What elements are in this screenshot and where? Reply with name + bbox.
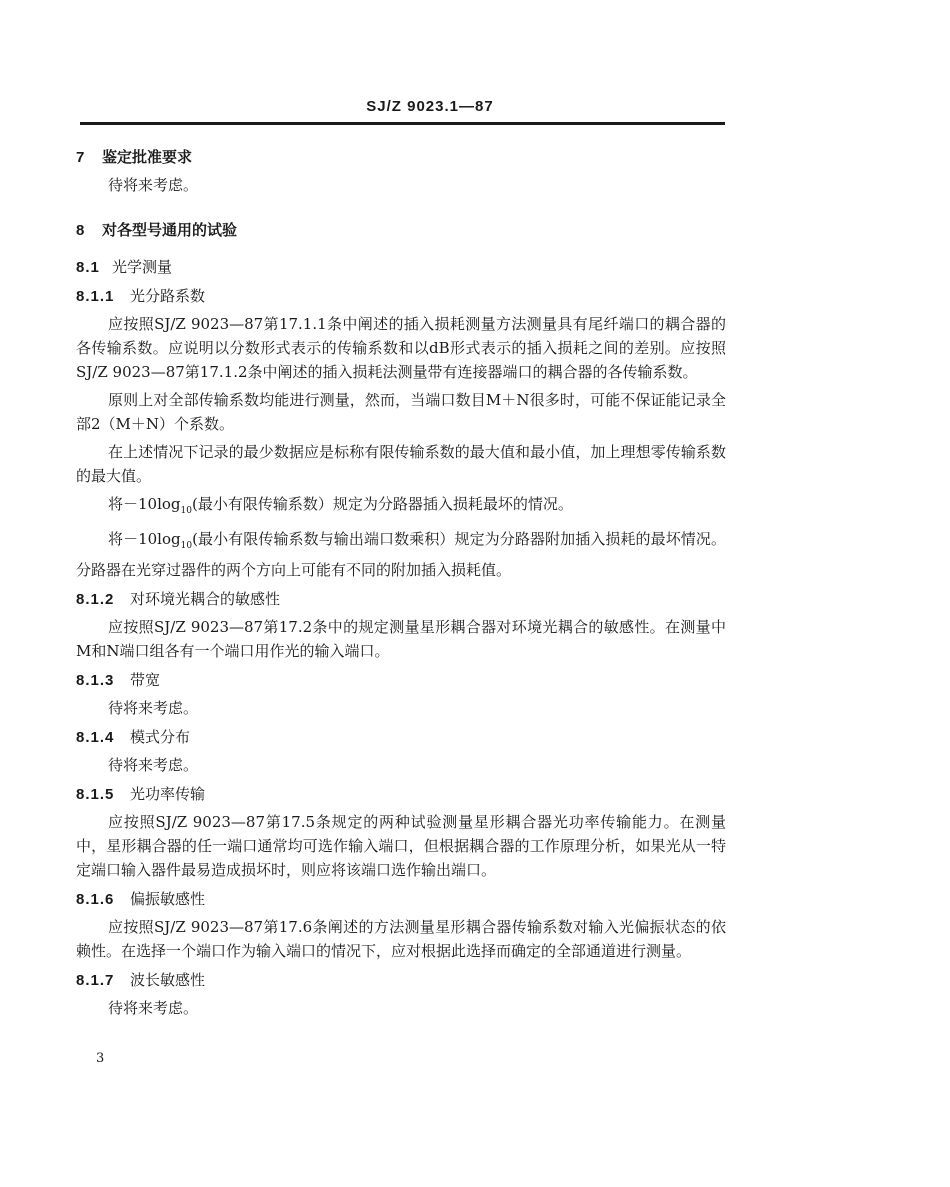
section-8-1-1-para-2: 原则上对全部传输系数均能进行测量，然而，当端口数目M＋N很多时，可能不保证能记录全部2（M＋N）个系数。 <box>76 391 726 433</box>
section-number: 8.1.7 <box>76 972 115 989</box>
subscript: 10 <box>180 506 192 516</box>
section-title: 偏振敏感性 <box>130 890 206 908</box>
text-run: 将－10log <box>108 530 181 548</box>
section-title: 带宽 <box>130 671 161 689</box>
section-8-heading <box>76 217 726 244</box>
section-number: 8.1.3 <box>76 672 115 689</box>
section-8-1-1-para-5 <box>76 525 726 584</box>
section-title: 模式分布 <box>130 728 191 746</box>
subscript: 10 <box>180 541 193 551</box>
section-number: 8.1.4 <box>76 729 115 746</box>
section-number: 8.1.1 <box>76 288 115 305</box>
section-8-1-6-para-1: 应按照SJ/Z 9023—87第17.6条阐述的方法测量星形耦合器传输系数对输入光偏振状态的依赖性。在选择一个端口作为输入端口的情况下，应对根据此选择而确定的全部通道进行测量。 <box>76 918 726 960</box>
section-7-body: 待将来考虑。 <box>108 176 199 194</box>
section-8-1-1-para-4 <box>76 490 726 525</box>
text-run: 将－10log <box>108 495 181 513</box>
section-7-heading <box>76 144 726 171</box>
section-8-1-heading <box>76 254 726 281</box>
section-title: 对环境光耦合的敏感性 <box>130 590 281 608</box>
section-8-1-1-para-1: 应按照SJ/Z 9023—87第17.1.1条中阐述的插入损耗测量方法测量具有尾纤端口的耦合器的各传输系数。应说明以分数形式表示的传输系数和以dB形式表示的插入损耗之间的差别。应按照SJ/Z 9023—87第17.1.2条中阐述的插入损耗法测量带有连接器端口的耦合器的各传输系数。 <box>76 315 726 381</box>
page-number: 3 <box>96 1051 105 1066</box>
section-number: 8.1.5 <box>76 786 115 803</box>
section-title: 光学测量 <box>112 258 173 276</box>
section-8-1-7-body: 待将来考虑。 <box>108 999 199 1017</box>
section-8-1-6-heading <box>76 886 726 913</box>
section-number: 7 <box>76 149 86 166</box>
section-number: 8.1.6 <box>76 891 115 908</box>
section-title: 光功率传输 <box>130 785 206 803</box>
section-8-1-5-heading <box>76 781 726 808</box>
section-title: 光分路系数 <box>130 287 206 305</box>
section-8-1-3-body: 待将来考虑。 <box>108 699 199 717</box>
section-number: 8 <box>76 222 86 239</box>
section-title: 鉴定批准要求 <box>102 148 193 166</box>
section-8-1-4-heading <box>76 724 726 751</box>
section-8-1-3-heading <box>76 667 726 694</box>
section-8-1-2-heading <box>76 586 726 613</box>
section-title: 波长敏感性 <box>130 971 206 989</box>
section-number: 8.1.2 <box>76 591 115 608</box>
section-number: 8.1 <box>76 259 100 276</box>
text-run: (最小有限传输系数与输出端口数乘积）规定为分路器附加插入损耗的最坏情况。分路器在光穿过器件的两个方向上可能有不同的附加插入损耗值。 <box>76 530 726 579</box>
section-8-1-7-heading <box>76 967 726 994</box>
section-8-1-2-para-1: 应按照SJ/Z 9023—87第17.2条中的规定测量星形耦合器对环境光耦合的敏感性。在测量中M和N端口组各有一个端口用作光的输入端口。 <box>76 618 726 660</box>
section-8-1-1-heading <box>76 283 726 310</box>
document-code: SJ/Z 9023.1—87 <box>366 98 494 115</box>
section-8-1-5-para-1: 应按照SJ/Z 9023—87第17.5条规定的两种试验测量星形耦合器光功率传输能力。在测量中，星形耦合器的任一端口通常均可选作输入端口，但根据耦合器的工作原理分析，如果光从一特定端口输入器件最易造成损坏时，则应将该端口选作输出端口。 <box>76 813 726 879</box>
section-8-1-4-body: 待将来考虑。 <box>108 756 199 774</box>
header-rule <box>80 122 725 125</box>
section-title: 对各型号通用的试验 <box>102 221 238 239</box>
section-8-1-1-para-3: 在上述情况下记录的最少数据应是标称有限传输系数的最大值和最小值，加上理想零传输系数的最大值。 <box>76 443 726 485</box>
text-run: (最小有限传输系数）规定为分路器插入损耗最坏的情况。 <box>191 495 573 513</box>
document-body <box>76 140 726 1022</box>
